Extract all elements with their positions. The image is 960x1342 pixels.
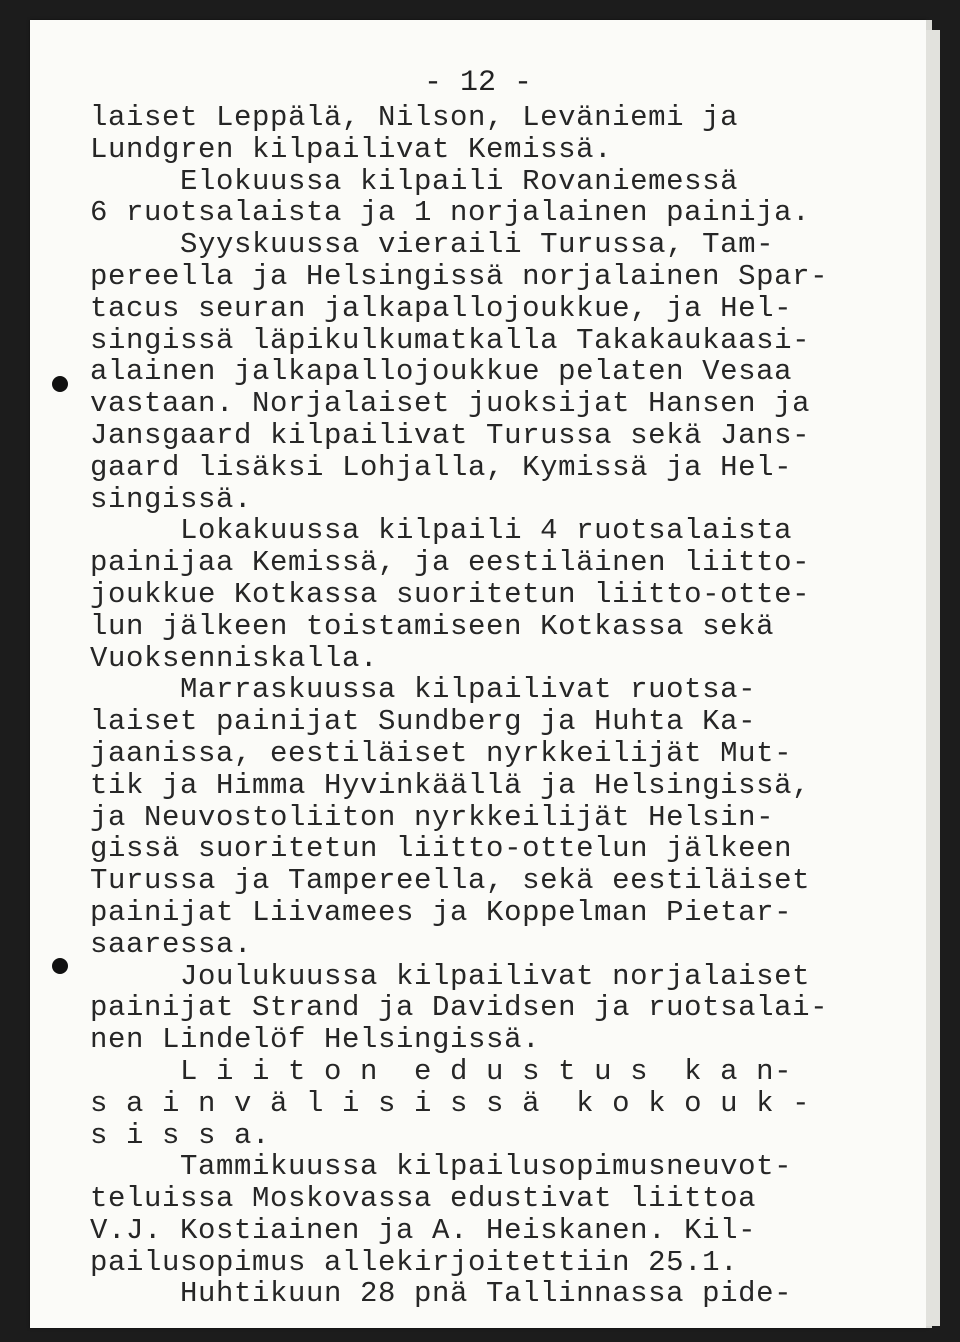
- text-line: gissä suoritetun liitto-ottelun jälkeen: [90, 832, 793, 866]
- text-line: Turussa ja Tampereella, sekä eestiläiset: [90, 864, 811, 898]
- document-page: [30, 20, 926, 1328]
- text-line: painijat Strand ja Davidsen ja ruotsalai-: [90, 991, 829, 1025]
- text-line: pereella ja Helsingissä norjalainen Spar-: [90, 259, 829, 293]
- text-line: Huhtikuun 28 pnä Tallinnassa pide-: [90, 1277, 793, 1311]
- body-text: [90, 102, 828, 1310]
- text-line: Marraskuussa kilpailivat ruotsa-: [90, 673, 757, 707]
- text-line: Elokuussa kilpaili Rovaniemessä: [90, 164, 739, 198]
- text-line: 6 ruotsalaista ja 1 norjalainen painija.: [90, 196, 811, 230]
- text-line: joukkue Kotkassa suoritetun liitto-otte-: [90, 577, 811, 611]
- page-edge: [926, 30, 940, 1326]
- text-line: laiset Leppälä, Nilson, Leväniemi ja: [90, 101, 739, 134]
- text-line: singissä läpikulkumatkalla Takakaukaasi-: [90, 323, 811, 357]
- punch-hole-icon: [52, 958, 68, 974]
- text-line: teluissa Moskovassa edustivat liittoa: [90, 1182, 757, 1216]
- text-line: Lokakuussa kilpaili 4 ruotsalaista: [90, 514, 793, 548]
- text-line: lun jälkeen toistamiseen Kotkassa sekä: [90, 609, 775, 643]
- text-line: Lundgren kilpailivat Kemissä.: [90, 132, 613, 166]
- text-line: singissä.: [90, 482, 253, 516]
- text-line: alainen jalkapallojoukkue pelaten Vesaa: [90, 355, 793, 389]
- text-line: gaard lisäksi Lohjalla, Kymissä ja Hel-: [90, 450, 793, 484]
- text-line: Syyskuussa vieraili Turussa, Tam-: [90, 228, 775, 262]
- text-line: Jansgaard kilpailivat Turussa sekä Jans-: [90, 418, 811, 452]
- punch-hole-icon: [52, 376, 68, 392]
- text-line: tik ja Himma Hyvinkäällä ja Helsingissä,: [90, 768, 811, 802]
- text-line: laiset painijat Sundberg ja Huhta Ka-: [90, 705, 757, 739]
- section-heading-line: L i i t o n e d u s t u s k a n-: [90, 1054, 793, 1088]
- text-line: Tammikuussa kilpailusopimusneuvot-: [90, 1150, 793, 1184]
- text-line: tacus seuran jalkapallojoukkue, ja Hel-: [90, 291, 793, 325]
- text-line: jaanissa, eestiläiset nyrkkeilijät Mut-: [90, 736, 793, 770]
- text-line: Vuoksenniskalla.: [90, 641, 379, 675]
- text-line: saaressa.: [90, 927, 253, 961]
- section-heading-line: s a i n v ä l i s i s s ä k o k o u k -: [90, 1086, 811, 1120]
- text-line: vastaan. Norjalaiset juoksijat Hansen ja: [90, 387, 811, 421]
- text-line: nen Lindelöf Helsingissä.: [90, 1023, 541, 1057]
- page-number: - 12 -: [423, 66, 533, 100]
- text-line: ja Neuvostoliiton nyrkkeilijät Helsin-: [90, 800, 775, 834]
- text-line: painijaa Kemissä, ja eestiläinen liitto-: [90, 546, 811, 580]
- text-line: V.J. Kostiainen ja A. Heiskanen. Kil-: [90, 1213, 757, 1247]
- text-line: Joulukuussa kilpailivat norjalaiset: [90, 959, 811, 993]
- text-line: painijat Liivamees ja Koppelman Pietar-: [90, 895, 793, 929]
- section-heading-line: s i s s a.: [90, 1118, 271, 1152]
- text-line: pailusopimus allekirjoitettiin 25.1.: [90, 1245, 739, 1279]
